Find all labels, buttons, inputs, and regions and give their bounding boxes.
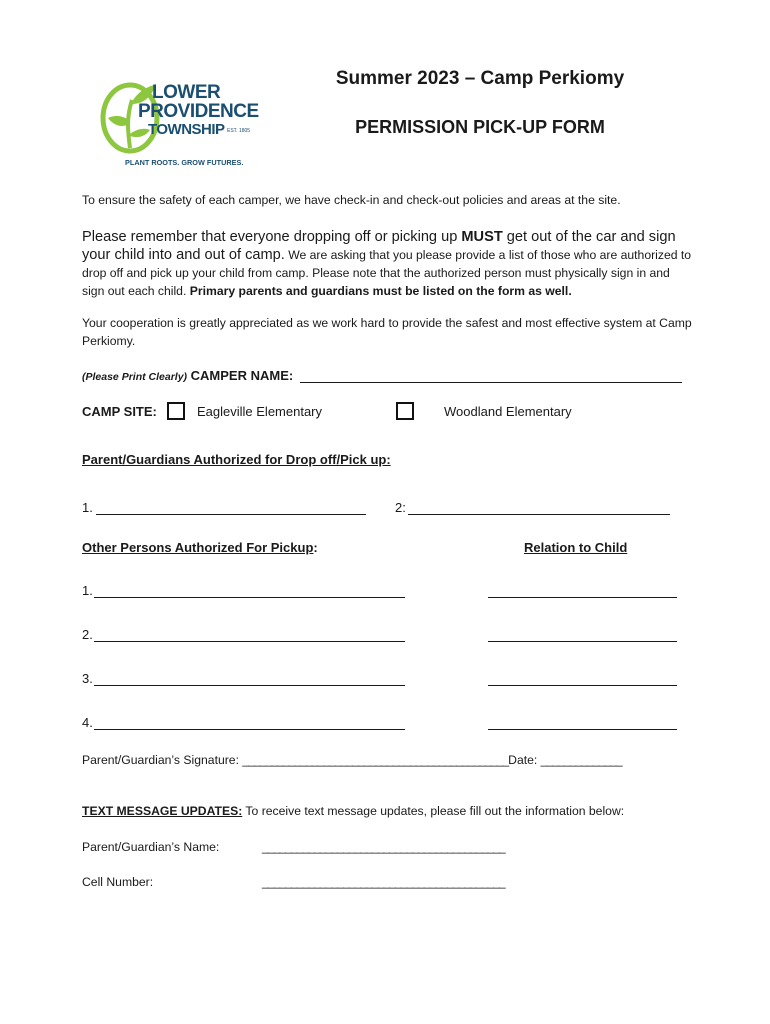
other-4-number: 4. [82, 715, 93, 730]
guardian-1-number: 1. [82, 500, 93, 515]
remember-text-2: get out of the car and sign your child into and out of camp. [82, 229, 676, 263]
signature-field[interactable]: ______________________________________________ [242, 753, 509, 767]
guardians-heading: Parent/Guardians Authorized for Drop off/Pick up: [82, 452, 391, 467]
remember-paragraph [82, 228, 692, 300]
text-updates-desc: To receive text message updates, please fill out the information below: [242, 804, 625, 818]
remember-text-3: We are asking that you please provide a list of those who are authorized to drop off and pick up your child from camp. Please note that the authorized person must physically sign in and sign out each child. [82, 248, 692, 298]
camp-site-label: CAMP SITE: [82, 404, 157, 419]
guardian-2-field[interactable] [408, 514, 670, 515]
logo-line3: TOWNSHIP [148, 121, 225, 138]
other-1-name-field[interactable] [94, 597, 405, 598]
cell-number-label: Cell Number: [82, 875, 154, 889]
other-3-number: 3. [82, 671, 93, 686]
others-heading-row [82, 540, 318, 555]
remember-bold-end: Primary parents and guardians must be listed on the form as well. [189, 284, 572, 298]
other-3-relation-field[interactable] [488, 685, 677, 686]
guardian-1-field[interactable] [96, 514, 366, 515]
other-2-relation-field[interactable] [488, 641, 677, 642]
eagleville-label: Eagleville Elementary [197, 404, 323, 419]
woodland-checkbox[interactable] [396, 402, 414, 420]
eagleville-checkbox[interactable] [167, 402, 185, 420]
date-label: Date: [508, 753, 541, 767]
camper-name-field[interactable] [300, 382, 682, 383]
signature-label: Parent/Guardian’s Signature: [82, 753, 243, 767]
date-field[interactable]: ______________ [540, 753, 622, 767]
woodland-label: Woodland Elementary [444, 404, 572, 419]
logo-est: EST. 1805 [227, 128, 251, 134]
other-2-name-field[interactable] [94, 641, 405, 642]
logo-line2: PROVIDENCE [138, 101, 259, 122]
relation-heading: Relation to Child [524, 540, 628, 555]
other-4-relation-field[interactable] [488, 729, 677, 730]
page-title: Summer 2023 – Camp Perkiomy [335, 68, 625, 89]
guardian-name-label: Parent/Guardian’s Name: [82, 840, 220, 854]
cooperation-text: Your cooperation is greatly appreciated as we work hard to provide the safest and most effective system at Camp Perkiomy. [82, 316, 692, 348]
township-logo [96, 78, 259, 173]
text-updates-row [82, 804, 624, 818]
print-note: (Please Print Clearly) [82, 371, 188, 383]
other-1-relation-field[interactable] [488, 597, 677, 598]
camper-name-row [82, 367, 293, 385]
guardian-name-field[interactable]: __________________________________________ [262, 840, 505, 854]
camper-name-label: CAMPER NAME: [187, 368, 294, 383]
intro-text: To ensure the safety of each camper, we have check-in and check-out policies and areas at the site. [82, 193, 621, 207]
remember-text: Please remember that everyone dropping off or picking up [82, 229, 462, 245]
others-heading: Other Persons Authorized For Pickup [82, 540, 314, 555]
other-1-number: 1. [82, 583, 93, 598]
guardian-2-number: 2: [395, 500, 406, 515]
form-title: PERMISSION PICK-UP FORM [355, 117, 605, 137]
other-2-number: 2. [82, 627, 93, 642]
cell-number-field[interactable]: __________________________________________ [262, 875, 505, 889]
must-text: MUST [461, 229, 503, 245]
other-4-name-field[interactable] [94, 729, 405, 730]
others-colon: : [313, 540, 318, 555]
logo-line1: LOWER [152, 82, 221, 103]
text-updates-heading: TEXT MESSAGE UPDATES: [82, 804, 243, 818]
other-3-name-field[interactable] [94, 685, 405, 686]
logo-tagline: PLANT ROOTS. GROW FUTURES. [125, 158, 244, 167]
signature-row [82, 753, 622, 767]
